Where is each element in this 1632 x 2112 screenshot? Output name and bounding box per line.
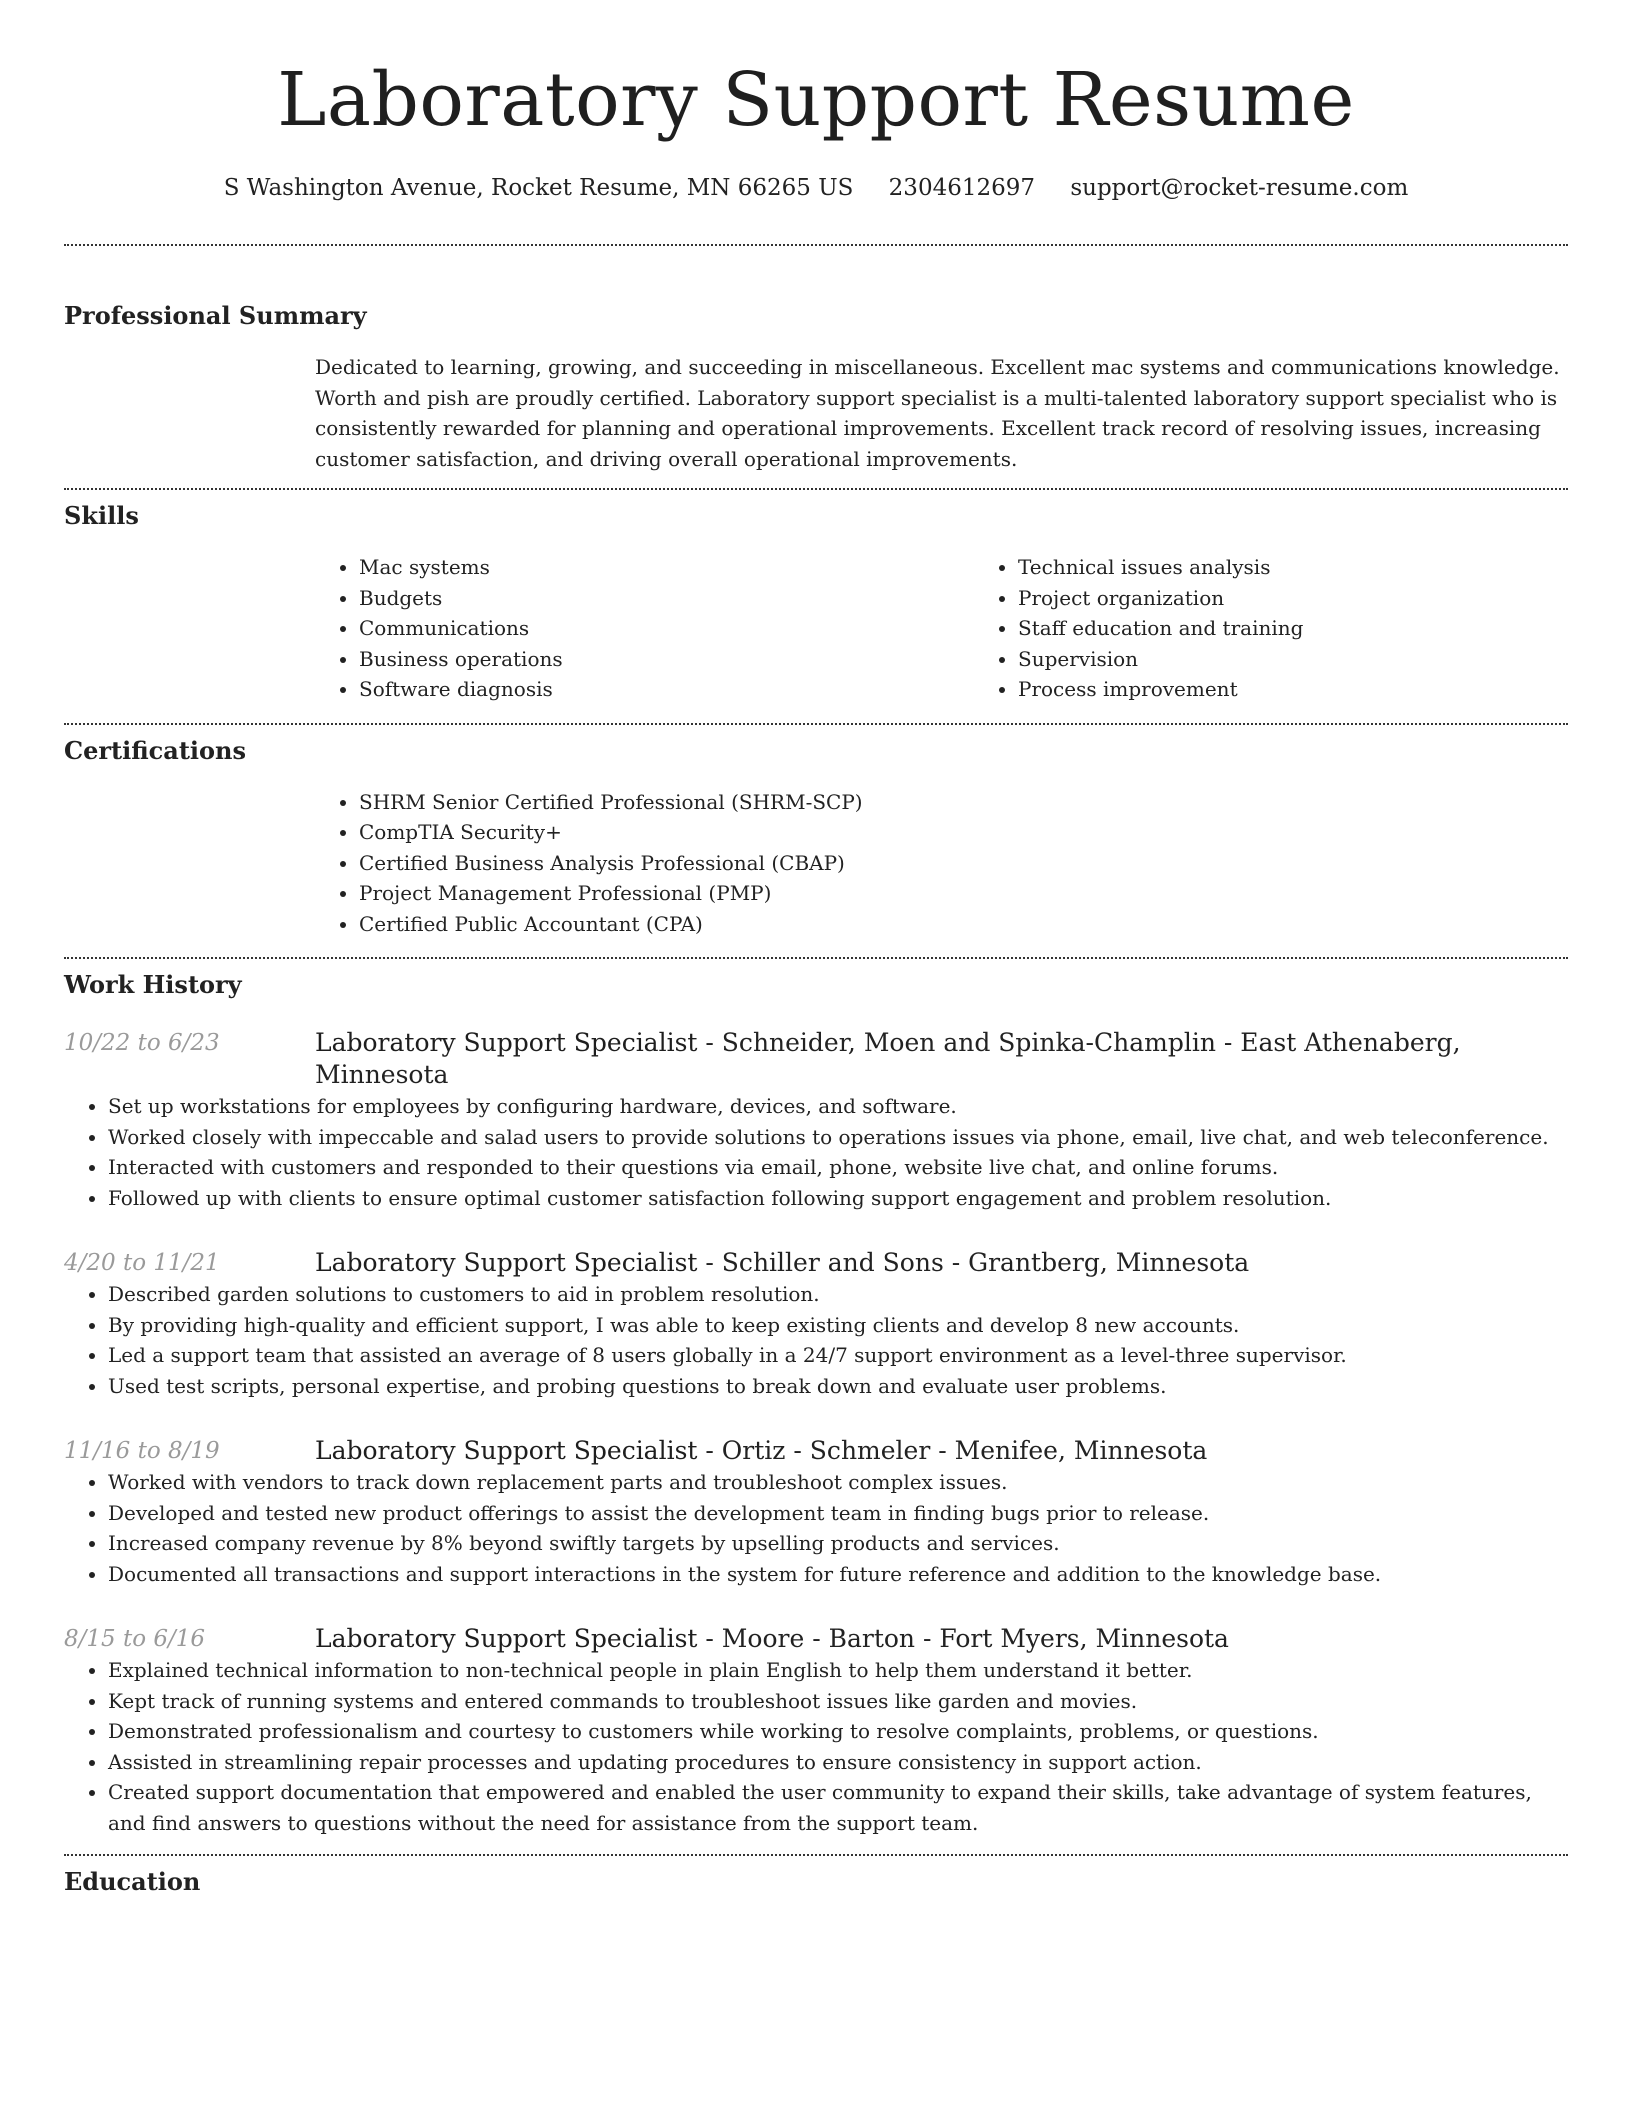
job-duties	[64, 1467, 1568, 1589]
job-employer-location: - Ortiz - Schmeler - Menifee, Minnesota	[697, 1436, 1208, 1465]
job-title	[315, 1623, 1568, 1655]
job-employer-location: - Schneider, Moen and Spinka-Champlin - East Athenaberg, Minnesota	[315, 1028, 1461, 1089]
skills-list-left	[315, 552, 974, 705]
job-role: Laboratory Support Specialist	[315, 1028, 698, 1057]
job-title	[315, 1435, 1568, 1467]
duty-item: • Worked with vendors to track down replacement parts and troubleshoot complex issues.	[108, 1467, 1568, 1498]
skills-heading: Skills	[64, 501, 139, 530]
duty-item: • Assisted in streamlining repair processes and updating procedures to ensure consistency in support action.	[108, 1747, 1568, 1778]
certification-item: • Certified Business Analysis Professional (CBAP)	[359, 848, 1568, 879]
resume-title: Laboratory Support Resume	[277, 57, 1355, 143]
job-role: Laboratory Support Specialist	[315, 1436, 698, 1465]
job-title	[315, 1247, 1568, 1279]
skill-item: • Project organization	[1018, 583, 1632, 614]
skill-item: • Staff education and training	[1018, 613, 1632, 644]
certifications-section	[64, 725, 1568, 940]
job-entry	[64, 1247, 1568, 1401]
education-section	[64, 1856, 1568, 1898]
certification-item: • SHRM Senior Certified Professional (SHRM-SCP)	[359, 787, 1568, 818]
duty-item: • Kept track of running systems and entered commands to troubleshoot issues like garden and movies.	[108, 1686, 1568, 1717]
education-heading: Education	[64, 1867, 201, 1896]
job-duties	[64, 1655, 1568, 1838]
job-duties	[64, 1279, 1568, 1401]
certification-item: • Project Management Professional (PMP)	[359, 878, 1568, 909]
job-dates: 4/20 to 11/21	[64, 1250, 220, 1276]
work-history-heading: Work History	[64, 970, 242, 999]
duty-item: • Increased company revenue by 8% beyond swiftly targets by upselling products and services.	[108, 1528, 1568, 1559]
duty-item: • Developed and tested new product offerings to assist the development team in finding bugs prior to release.	[108, 1498, 1568, 1529]
duty-item: • Set up workstations for employees by configuring hardware, devices, and software.	[108, 1091, 1568, 1122]
job-role: Laboratory Support Specialist	[315, 1624, 698, 1653]
job-duties	[64, 1091, 1568, 1213]
job-title	[315, 1027, 1568, 1091]
certifications-heading: Certifications	[64, 735, 247, 765]
contact-line	[64, 172, 1568, 204]
summary-heading: Professional Summary	[64, 301, 367, 330]
duty-item: • Used test scripts, personal expertise, and probing questions to break down and evaluate user problems.	[108, 1371, 1568, 1402]
duty-item: • Followed up with clients to ensure optimal customer satisfaction following support engagement and problem resolution.	[108, 1183, 1568, 1214]
resume-page	[64, 0, 1568, 1898]
job-dates: 11/16 to 8/19	[64, 1438, 220, 1464]
job-entry	[64, 1623, 1568, 1838]
skill-item: • Business operations	[359, 644, 974, 675]
duty-item: • Explained technical information to non-technical people in plain English to help them understand it better.	[108, 1655, 1568, 1686]
job-dates: 10/22 to 6/23	[64, 1030, 220, 1056]
job-employer-location: - Moore - Barton - Fort Myers, Minnesota	[697, 1624, 1229, 1653]
duty-item: • Created support documentation that empowered and enabled the user community to expand their skills, take advantage of system features, and find answers to questions without the need for assistance from the support team.	[108, 1777, 1568, 1838]
duty-item: • Demonstrated professionalism and courtesy to customers while working to resolve complaints, problems, or questions.	[108, 1716, 1568, 1747]
summary-text: Dedicated to learning, growing, and succeeding in miscellaneous. Excellent mac systems and communications knowledge. Worth and pish are proudly certified. Laboratory support specialist is a multi-talented laboratory support specialist who is consistently rewarded for planning and operational improvements. Excellent track record of resolving issues, increasing customer satisfaction, and driving overall operational improvements.	[315, 355, 1560, 471]
job-employer-location: - Schiller and Sons - Grantberg, Minnesota	[697, 1248, 1250, 1277]
job-role: Laboratory Support Specialist	[315, 1248, 698, 1277]
contact-phone: 2304612697	[888, 175, 1036, 201]
duty-item: • Described garden solutions to customers to aid in problem resolution.	[108, 1279, 1568, 1310]
skill-item: • Process improvement	[1018, 674, 1632, 705]
skill-item: • Supervision	[1018, 644, 1632, 675]
job-entry	[64, 1435, 1568, 1589]
skill-item: • Technical issues analysis	[1018, 552, 1632, 583]
duty-item: • Interacted with customers and responded to their questions via email, phone, website live chat, and online forums.	[108, 1152, 1568, 1183]
skills-list-right	[974, 552, 1632, 705]
certifications-list	[315, 787, 1568, 940]
skill-item: • Communications	[359, 613, 974, 644]
skill-item: • Software diagnosis	[359, 674, 974, 705]
duty-item: • Worked closely with impeccable and salad users to provide solutions to operations issues via phone, email, live chat, and web teleconference.	[108, 1122, 1568, 1153]
certification-item: • CompTIA Security+	[359, 817, 1568, 848]
contact-address: S Washington Avenue, Rocket Resume, MN 66265 US	[223, 175, 854, 201]
job-dates: 8/15 to 6/16	[64, 1626, 206, 1652]
job-entry	[64, 1027, 1568, 1213]
summary-section	[64, 246, 1568, 474]
duty-item: • Documented all transactions and support interactions in the system for future reference and addition to the knowledge base.	[108, 1559, 1568, 1590]
duty-item: • By providing high-quality and efficient support, I was able to keep existing clients and develop 8 new accounts.	[108, 1310, 1568, 1341]
work-history-section	[64, 959, 1568, 1838]
certification-item: • Certified Public Accountant (CPA)	[359, 909, 1568, 940]
skill-item: • Mac systems	[359, 552, 974, 583]
contact-email: support@rocket-resume.com	[1070, 175, 1409, 201]
duty-item: • Led a support team that assisted an average of 8 users globally in a 24/7 support environment as a level-three supervisor.	[108, 1340, 1568, 1371]
skill-item: • Budgets	[359, 583, 974, 614]
skills-section	[64, 490, 1568, 705]
